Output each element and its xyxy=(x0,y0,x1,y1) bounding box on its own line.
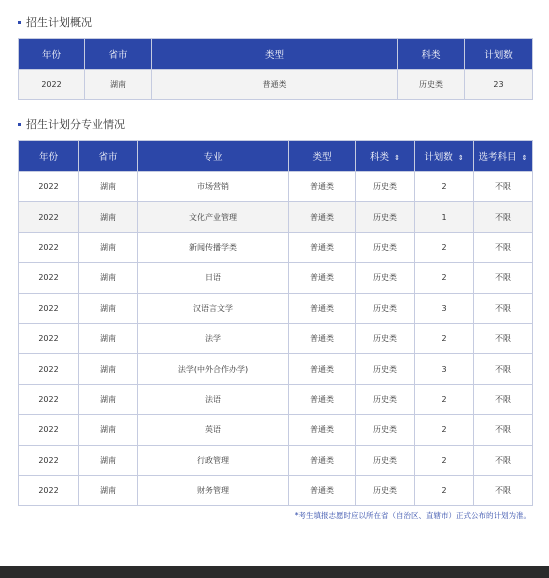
cell-plan-count: 2 xyxy=(415,384,474,414)
cell-year: 2022 xyxy=(19,354,79,384)
cell-province: 湖南 xyxy=(79,475,138,505)
cell-province: 湖南 xyxy=(79,202,138,232)
header-category-sortable[interactable] xyxy=(356,141,415,172)
cell-major: 日语 xyxy=(138,263,289,293)
cell-year: 2022 xyxy=(19,475,79,505)
cell-subjects: 不限 xyxy=(474,384,533,414)
cell-type: 普通类 xyxy=(289,384,356,414)
cell-province: 湖南 xyxy=(79,445,138,475)
cell-year: 2022 xyxy=(19,70,85,100)
cell-major: 新闻传播学类 xyxy=(138,232,289,262)
cell-category: 历史类 xyxy=(356,475,415,505)
cell-subjects: 不限 xyxy=(474,232,533,262)
cell-category: 历史类 xyxy=(356,232,415,262)
table-header-row xyxy=(19,141,533,172)
bullet-icon xyxy=(18,123,21,126)
table-row xyxy=(19,415,533,445)
cell-year: 2022 xyxy=(19,202,79,232)
cell-province: 湖南 xyxy=(85,70,152,100)
cell-plan-count: 2 xyxy=(415,475,474,505)
cell-type: 普通类 xyxy=(289,202,356,232)
cell-subjects: 不限 xyxy=(474,293,533,323)
cell-plan-count: 2 xyxy=(415,415,474,445)
bullet-icon xyxy=(18,21,21,24)
cell-type: 普通类 xyxy=(289,415,356,445)
cell-major: 汉语言文学 xyxy=(138,293,289,323)
cell-province: 湖南 xyxy=(79,263,138,293)
footer-bar xyxy=(0,566,549,578)
table-row xyxy=(19,202,533,232)
cell-province: 湖南 xyxy=(79,232,138,262)
cell-major: 行政管理 xyxy=(138,445,289,475)
cell-subjects: 不限 xyxy=(474,202,533,232)
cell-plan-count: 2 xyxy=(415,445,474,475)
cell-major: 市场营销 xyxy=(138,172,289,202)
cell-plan-count: 2 xyxy=(415,263,474,293)
cell-category: 历史类 xyxy=(398,70,465,100)
table-row xyxy=(19,475,533,505)
cell-category: 历史类 xyxy=(356,172,415,202)
cell-type: 普通类 xyxy=(289,263,356,293)
cell-category: 历史类 xyxy=(356,263,415,293)
cell-type: 普通类 xyxy=(289,323,356,353)
cell-type: 普通类 xyxy=(289,475,356,505)
cell-subjects: 不限 xyxy=(474,445,533,475)
table-row xyxy=(19,232,533,262)
plan-overview-table xyxy=(18,38,533,100)
header-subjects-sortable[interactable] xyxy=(474,141,533,172)
cell-year: 2022 xyxy=(19,384,79,414)
table-row xyxy=(19,384,533,414)
footnote: *考生填报志愿时应以所在省（自治区、直辖市）正式公布的计划为准。 xyxy=(294,511,531,520)
cell-category: 历史类 xyxy=(356,445,415,475)
cell-category: 历史类 xyxy=(356,354,415,384)
cell-year: 2022 xyxy=(19,323,79,353)
header-major: 专业 xyxy=(138,141,289,172)
cell-subjects: 不限 xyxy=(474,354,533,384)
table-row xyxy=(19,354,533,384)
cell-subjects: 不限 xyxy=(474,415,533,445)
header-plan-count: 计划数 xyxy=(465,39,533,70)
header-year: 年份 xyxy=(19,141,79,172)
cell-category: 历史类 xyxy=(356,415,415,445)
cell-plan-count: 3 xyxy=(415,354,474,384)
header-plan-count-label: 计划数 xyxy=(424,152,453,163)
header-year: 年份 xyxy=(19,39,85,70)
cell-province: 湖南 xyxy=(79,293,138,323)
cell-plan-count: 3 xyxy=(415,293,474,323)
cell-category: 历史类 xyxy=(356,384,415,414)
cell-major: 法语 xyxy=(138,384,289,414)
cell-province: 湖南 xyxy=(79,354,138,384)
cell-category: 历史类 xyxy=(356,323,415,353)
header-province: 省市 xyxy=(79,141,138,172)
section-title-overview xyxy=(18,14,92,30)
cell-year: 2022 xyxy=(19,415,79,445)
cell-province: 湖南 xyxy=(79,172,138,202)
cell-type: 普通类 xyxy=(289,293,356,323)
cell-plan-count: 2 xyxy=(415,232,474,262)
cell-year: 2022 xyxy=(19,232,79,262)
cell-plan-count: 2 xyxy=(415,172,474,202)
sort-icon[interactable]: ⇕ xyxy=(521,154,528,162)
table-row xyxy=(19,263,533,293)
cell-year: 2022 xyxy=(19,293,79,323)
cell-province: 湖南 xyxy=(79,323,138,353)
section-title-text: 招生计划分专业情况 xyxy=(26,118,125,131)
cell-year: 2022 xyxy=(19,445,79,475)
cell-province: 湖南 xyxy=(79,384,138,414)
cell-plan-count: 2 xyxy=(415,323,474,353)
table-row xyxy=(19,323,533,353)
cell-major: 财务管理 xyxy=(138,475,289,505)
cell-major: 法学 xyxy=(138,323,289,353)
cell-subjects: 不限 xyxy=(474,475,533,505)
cell-type: 普通类 xyxy=(289,172,356,202)
header-province: 省市 xyxy=(85,39,152,70)
cell-plan-count: 1 xyxy=(415,202,474,232)
section-title-majors xyxy=(18,116,125,132)
cell-year: 2022 xyxy=(19,172,79,202)
cell-subjects: 不限 xyxy=(474,263,533,293)
table-row xyxy=(19,445,533,475)
cell-category: 历史类 xyxy=(356,293,415,323)
header-category: 科类 xyxy=(398,39,465,70)
header-subjects-label: 选考科目 xyxy=(478,152,517,163)
cell-type: 普通类 xyxy=(289,445,356,475)
header-type: 类型 xyxy=(152,39,398,70)
plan-by-major-table xyxy=(18,140,533,506)
cell-plan-count: 23 xyxy=(465,70,533,100)
cell-subjects: 不限 xyxy=(474,172,533,202)
table-row xyxy=(19,172,533,202)
cell-category: 历史类 xyxy=(356,202,415,232)
cell-major: 法学(中外合作办学) xyxy=(138,354,289,384)
cell-subjects: 不限 xyxy=(474,323,533,353)
cell-type: 普通类 xyxy=(289,232,356,262)
header-category-label: 科类 xyxy=(370,152,390,163)
table-row xyxy=(19,293,533,323)
cell-year: 2022 xyxy=(19,263,79,293)
header-type: 类型 xyxy=(289,141,356,172)
cell-province: 湖南 xyxy=(79,415,138,445)
cell-type: 普通类 xyxy=(152,70,398,100)
cell-type: 普通类 xyxy=(289,354,356,384)
section-title-text: 招生计划概况 xyxy=(26,16,92,29)
cell-major: 文化产业管理 xyxy=(138,202,289,232)
sort-icon[interactable]: ⇕ xyxy=(394,154,400,162)
table-header-row xyxy=(19,39,533,70)
cell-major: 英语 xyxy=(138,415,289,445)
sort-icon[interactable]: ⇕ xyxy=(457,154,464,162)
table-row xyxy=(19,70,533,100)
header-plan-count-sortable[interactable] xyxy=(415,141,474,172)
